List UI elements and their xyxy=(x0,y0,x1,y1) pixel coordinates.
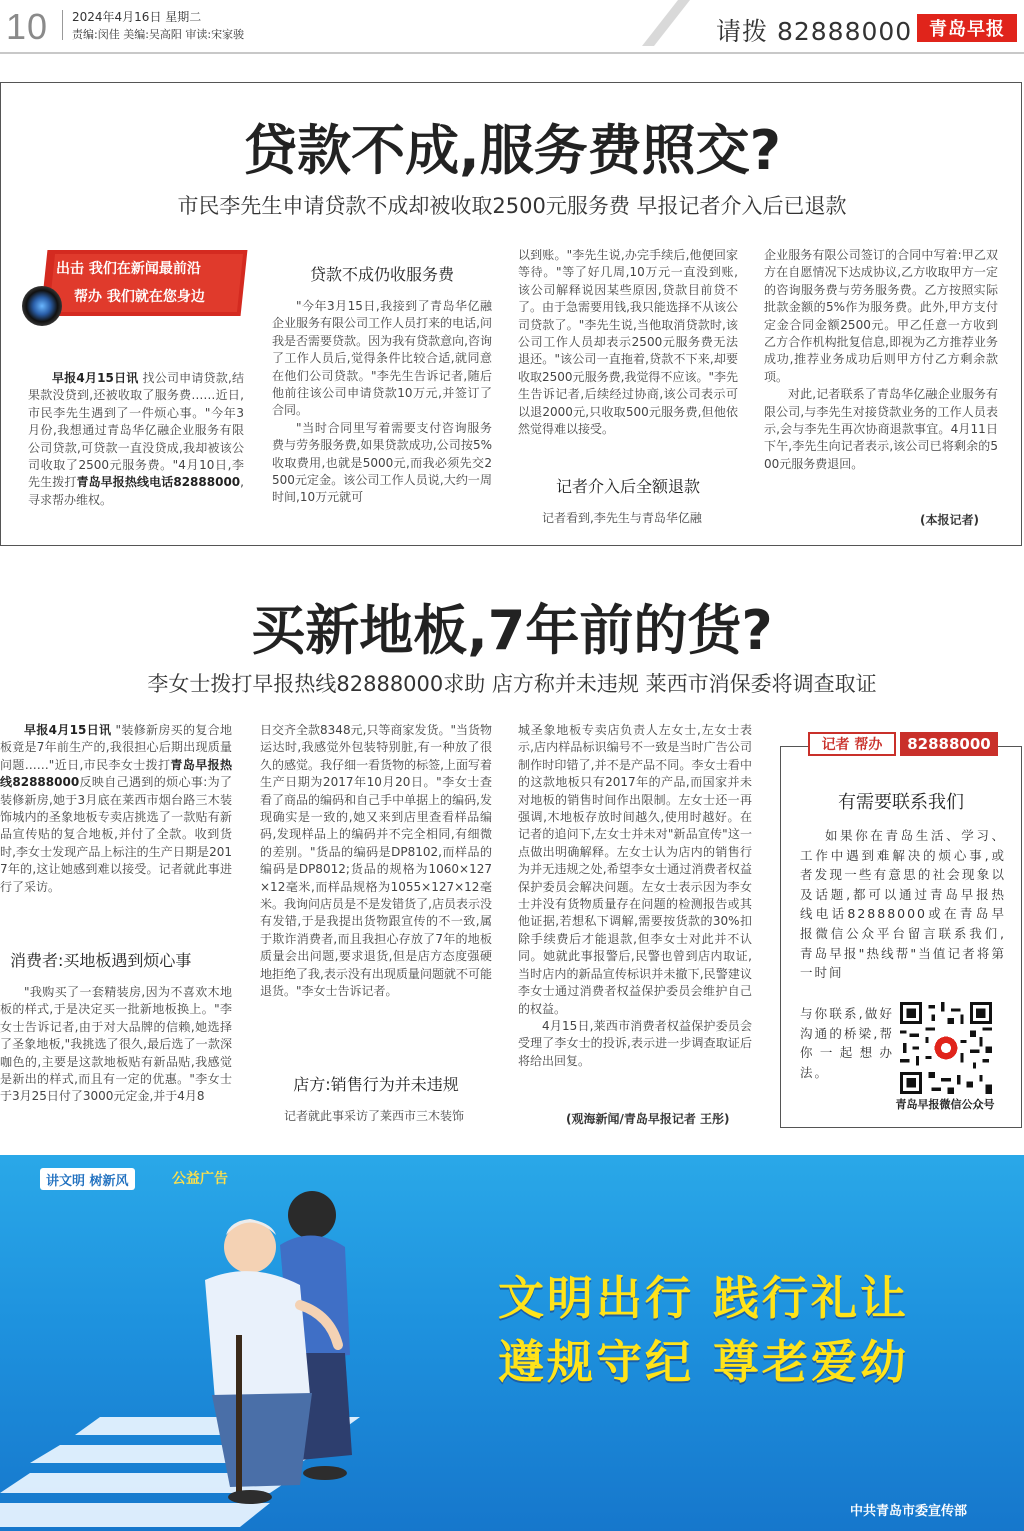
dateline: 早报4月15日讯 xyxy=(52,371,139,385)
article2-column1 xyxy=(0,722,232,896)
paragraph: "当时合同里写着需要支付咨询服务费与劳务服务费,如果贷款成功,公司按5%收取费用,也就是5000元,而我必须先交2500元定金。该公司工作人员说,大约一周时间,10万元就可 xyxy=(272,420,492,505)
paragraph: 企业服务有限公司签订的合同中写着:甲乙双方在自愿情况下达成协议,乙方收取甲方一定的咨询服务费与劳务服务费。乙方按照实际批款金额的5%作为服务费。此外,甲方支付定金合同金额2500元。甲乙任意一方收到乙方合作机构批复信息,即视为乙方推荐业务成功,推荐业务成功后则甲方付乙方剩余款项。 xyxy=(764,248,998,384)
header-rule xyxy=(0,52,1024,54)
article2-section1-heading: 消费者:买地板遇到烦心事 xyxy=(10,951,192,970)
article1-column3-end xyxy=(518,510,738,527)
badge-label: 记者 帮办 xyxy=(808,732,896,756)
article1-section2-heading: 记者介入后全额退款 xyxy=(555,477,700,496)
camera-lens-icon xyxy=(22,286,62,326)
ad-organization: 中共青岛市委宣传部 xyxy=(850,1504,968,1519)
badge-number: 82888000 xyxy=(900,732,998,756)
article1-credit: (本报记者) xyxy=(920,513,979,527)
hotline-number: 请拨 82888000 xyxy=(716,17,913,46)
article1-subtitle: 市民李先生申请贷款不成却被收取2500元服务费 早报记者介入后已退款 xyxy=(177,194,847,218)
paragraph: 4月15日,莱西市消费者权益保护委员会受理了李女士的投诉,表示进一步调查取证后将给出回复。 xyxy=(518,1018,752,1068)
paragraph: 对此,记者联系了青岛华亿融企业服务有限公司,与李先生对接贷款业务的工作人员表示,会与李先生再次协商退款事宜。4月11日下午,李先生向记者表示,该公司已将剩余的500元服务费退回。 xyxy=(764,387,998,471)
page-number: 10 xyxy=(6,6,49,47)
article1-section1-heading: 贷款不成仍收服务费 xyxy=(309,265,454,284)
lead-text: 找公司申请贷款,结果款没贷到,还被收取了服务费……近日,市民李先生遇到了一件烦心事。"今年3月份,我想通过青岛华亿融企业服务有限公司贷款,可贷款一直没贷成,我却被该公司收取了2500元服务费。"4月10日,李先生拨打 xyxy=(28,371,244,490)
lead-text: "装修新房买的复合地板竟是7年前生产的,我很担心后期出现质量问题……"近日,市民李女士拨打 xyxy=(0,723,232,772)
article2-subtitle: 李女士拨打早报热线82888000求助 店方称并未违规 莱西市消保委将调查取证 xyxy=(147,672,877,696)
issue-date: 2024年4月16日 星期二 xyxy=(72,10,202,24)
article2-column1-cont xyxy=(0,984,232,1106)
paragraph: 记者就此事采访了莱西市三木装饰 xyxy=(284,1109,465,1123)
ad-campaign-tag: 讲文明 树新风 xyxy=(40,1168,135,1190)
article1-lead xyxy=(28,370,244,509)
lead-hotline: 青岛早报热线82888000 xyxy=(0,757,232,790)
wechat-qr-code[interactable] xyxy=(900,1002,992,1094)
ad-slogan-line2: 遵规守纪 尊老爱幼 xyxy=(498,1335,910,1389)
ad-slogan-line1: 文明出行 践行礼让 xyxy=(498,1271,910,1325)
paragraph: "今年3月15日,我接到了青岛华亿融企业服务有限公司工作人员打来的电话,问我是否需要贷款。因为我有贷款意向,咨询了工作人员后,觉得条件比较合适,就同意在他们公司贷款。"李先生告诉记者,随后他前往该公司申请贷款10万元,并签订了合同。 xyxy=(272,299,492,418)
column-banner xyxy=(22,250,248,316)
editor-credits: 责编:闵佳 美编:吴高阳 审读:宋家骏 xyxy=(72,28,245,41)
article1-title: 贷款不成,服务费照交? xyxy=(243,119,781,182)
paragraph: 日交齐全款8348元,只等商家发货。"当货物运达时,我感觉外包装特别脏,有一种放了很久的感觉。我仔细一看货物的标签,上面写着生产日期为2017年10月20日。"李女士查看了商品的编码和自己手中单据上的编码,发现确实是一致的,她又来到店里查看样品编码,发现样品上的编码并不完全相同,有细微的差别。"货品的编码是DP8102,而样品的编码是DP8012;货品的规格为1060×127×12毫米,而样品规格为1055×127×12毫米。我询问店员是不是发错货了,店员表示没有发错,于是我提出货物跟宣传的不一致,属于欺诈消费者,而且我担心存放了7年的地板质量会出问题,要求退货,但是店方态度强硬地拒绝了我,表示没有出现质量问题就不可能退货。"李女士告诉记者。 xyxy=(260,723,492,999)
article2-column2 xyxy=(260,722,492,1001)
newspaper-logo: 青岛早报 xyxy=(917,14,1017,42)
dateline: 早报4月15日讯 xyxy=(24,723,112,737)
paragraph: 以到账。"李先生说,办完手续后,他便回家等待。"等了好几周,10万元一直没到账,该公司解释说因某些原因,贷款目前贷不了。由于急需要用钱,我只能选择不从该公司贷款了。"李先生说,当他取消贷款时,该公司工作人员却表示2500元服务费无法退还。"该公司一直拖着,贷款不下来,却要收取2500元服务费,我觉得不应该。"李先生告诉记者,后续经过协商,该公司表示可以退2000元,只收取500元服务费,但他依然觉得难以接受。 xyxy=(518,248,738,437)
header-slash-decoration xyxy=(640,0,690,46)
lead-end: ,寻求帮办维权。 xyxy=(28,475,244,507)
article2-title: 买新地板,7年前的货? xyxy=(251,599,773,662)
paragraph: 城圣象地板专卖店负责人左女士,左女士表示,店内样品标识编号不一致是当时广告公司制作时印错了,并不是产品不同。李女士看中的这款地板只有2017年的产品,而国家并未对地板的销售时间作出限制。左女士还一再强调,木地板存放时间越久,使用时越好。在记者的追问下,左女士并未对"新品宣传"这一点做出明确解释。左女士认为店内的销售行为并无违规之处,希望李女士通过消费者权益保护委员会解决问题。左女士表示因为李女士并没有货物质量存在问题的检测报告或其他证据,若想私下调解,需要按货款的30%扣除手续费后才能退款,但李女士对此并不认同。她就此事报警后,民警也曾到店内取证,当时店内的新品宣传标识并未撤下,民警建议李女士通过消费者权益保护委员会维护自己的权益。 xyxy=(518,723,752,1016)
banner-line2: 帮办 我们就在您身边 xyxy=(74,289,205,305)
article2-column3 xyxy=(518,722,752,1070)
article2-column2-end xyxy=(260,1108,492,1125)
contact-text: 如果你在青岛生活、学习、工作中遇到难解决的烦心事,或者发现一些有意思的社会现象以及话题,都可以通过青岛早报热线电话82888000或在青岛早报微信公众平台留言联系我们,青岛早报"热线帮"当值记者将第一时间 xyxy=(800,828,1006,981)
article1-column3 xyxy=(518,247,738,438)
article1-column2 xyxy=(272,298,492,507)
lead-end: 反映自己遇到的烦心事:为了装修新房,她于3月底在莱西市烟台路三木装饰城内的圣象地板专卖店挑选了一款贴有新品宣传贴的复合地板,并付了全款。收到货时,李女士发现产品上标注的生产日期是2017年的,这让她感到难以接受。记者就此事进行了采访。 xyxy=(0,775,232,894)
paragraph: 记者看到,李先生与青岛华亿融 xyxy=(542,511,702,525)
article2-section2-heading: 店方:销售行为并未违规 xyxy=(293,1075,459,1094)
lead-hotline: 青岛早报热线电话82888000 xyxy=(76,475,241,490)
header-divider xyxy=(62,10,63,40)
reporter-help-badge xyxy=(808,732,998,756)
paragraph: "我购买了一套精装房,因为不喜欢木地板的样式,于是决定买一批新地板换上。"李女士告诉记者,由于对大品牌的信赖,她选择了圣象地板,"我挑选了很久,最后选了一款深咖色的,主要是这款地板贴有新品贴,我感觉是新出的样式,而且有一定的优惠。"李女士于3月25日付了3000元定金,并于4月8 xyxy=(0,985,232,1104)
qr-caption: 青岛早报微信公众号 xyxy=(895,1098,995,1111)
banner-line1: 出击 我们在新闻最前沿 xyxy=(56,261,201,277)
article1-column4 xyxy=(764,247,998,473)
ad-label: 公益广告 xyxy=(172,1171,228,1187)
contact-text-end: 与你联系,做好沟通的桥梁,帮你一起想办法。 xyxy=(800,1006,894,1080)
contact-title: 有需要联系我们 xyxy=(838,792,964,813)
article2-credit: (观海新闻/青岛早报记者 王彤) xyxy=(566,1112,730,1126)
